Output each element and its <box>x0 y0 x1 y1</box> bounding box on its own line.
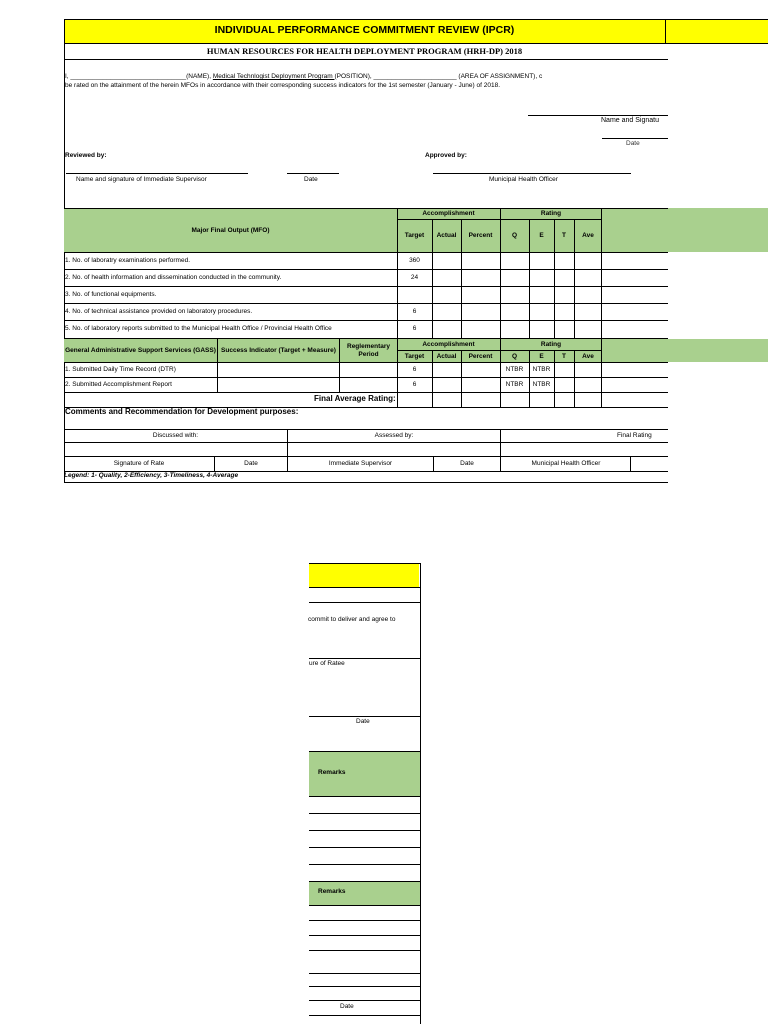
final-rating-label: Final Rating <box>617 432 652 439</box>
mfo-col-t: T <box>562 232 566 240</box>
mfo-accomplishment-header: Accomplishment <box>422 210 475 218</box>
page2-remarks-label-2: Remarks <box>318 888 346 895</box>
commitment-name-blank: I, ________________________________(NAME), <box>65 73 213 80</box>
review-date-label: Date <box>304 176 318 183</box>
gass-col-e: E <box>539 352 544 360</box>
immediate-supervisor-label: Immediate Supervisor <box>328 460 393 468</box>
mfo-row-target: 24 <box>410 274 419 282</box>
signature-rate-label: Signature of Rate <box>113 460 165 468</box>
page2-commit-text: commit to deliver and agree to <box>308 616 396 623</box>
gass-row-label: 2. Submitted Accomplishment Report <box>65 381 172 389</box>
gass-row-e: NTBR <box>532 381 551 389</box>
gass-row-q: NTBR <box>505 366 524 374</box>
approved-by-label: Approved by: <box>425 152 467 159</box>
footer-mho-label: Municipal Health Officer <box>531 460 601 468</box>
gass-header: General Administrative Support Services (GASS) <box>65 346 216 354</box>
form-title: INDIVIDUAL PERFORMANCE COMMITMENT REVIEW (IPCR) <box>214 24 515 36</box>
page2-date-label: Date <box>356 718 370 725</box>
mfo-row-target: 6 <box>412 308 417 316</box>
gass-rating-header: Rating <box>540 340 562 348</box>
gass-row-q: NTBR <box>505 381 524 389</box>
commitment-semester: be rated on the attainment of the herein MFOs in accordance with their corresponding success indicators for the 1st semester (January - June) of 2018. <box>65 82 501 89</box>
mfo-col-e: E <box>539 232 544 240</box>
mfo-rating-header: Rating <box>540 210 562 218</box>
form-subtitle: HUMAN RESOURCES FOR HEALTH DEPLOYMENT PROGRAM (HRH-DP) 2018 <box>206 46 523 56</box>
assessed-by-label: Assessed by: <box>374 432 414 440</box>
gass-row-target: 6 <box>412 366 417 374</box>
mfo-col-target: Target <box>404 232 425 240</box>
ratee-name-signature: Name and Signatu <box>601 117 659 124</box>
mho-label: Municipal Health Officer <box>489 176 558 183</box>
page2-ratee-label: ure of Ratee <box>309 660 345 667</box>
mfo-row-label: 1. No. of laboratry examinations performed. <box>65 257 191 265</box>
gass-accomplishment-header: Accomplishment <box>422 340 475 348</box>
mfo-row-target <box>397 287 432 303</box>
page2-date-label-2: Date <box>340 1003 354 1010</box>
page2-remarks-label-1: Remarks <box>318 769 346 776</box>
gass-row-label: 1. Submitted Daily Time Record (DTR) <box>65 366 176 374</box>
final-average-rating-label: Final Average Rating: <box>314 394 396 403</box>
mfo-col-actual: Actual <box>436 232 457 240</box>
mfo-col-percent: Percent <box>468 232 493 240</box>
footer-date-1: Date <box>244 460 258 468</box>
gass-row-e: NTBR <box>532 366 551 374</box>
commitment-text <box>65 73 542 80</box>
gass-col-target: Target <box>404 352 425 360</box>
commitment-area-blank: (POSITION), _______________________ (AREA OF ASSIGNMENT), c <box>334 73 543 80</box>
commitment-position: Medical Technlogist Deployment Program <box>212 73 335 80</box>
mfo-col-q: Q <box>511 232 518 240</box>
page2-title-bar <box>309 564 419 587</box>
gass-col-t: T <box>562 352 566 360</box>
gass-indicator-header: Success Indicator (Target + Measure) <box>221 346 336 354</box>
mfo-col-ave: Ave <box>582 232 594 240</box>
footer-date-2: Date <box>460 460 474 468</box>
ratee-date: Date <box>626 140 640 147</box>
gass-col-q: Q <box>511 352 518 360</box>
mfo-header: Major Final Output (MFO) <box>191 226 270 234</box>
discussed-with-label: Discussed with: <box>152 432 199 440</box>
mfo-row-label: 5. No. of laboratory reports submitted to the Municipal Health Office / Provincial Health Office <box>65 325 332 333</box>
remarks-header-bg <box>602 208 768 252</box>
mfo-row-label: 2. No. of health information and dissemination conducted in the community. <box>65 274 282 282</box>
reviewed-by-label: Reviewed by: <box>65 152 107 159</box>
mfo-row-target: 6 <box>412 325 417 333</box>
gass-col-ave: Ave <box>582 352 594 360</box>
gass-remarks-bg <box>602 339 768 362</box>
gass-row-target: 6 <box>412 381 417 389</box>
gass-col-actual: Actual <box>436 352 457 360</box>
comments-label: Comments and Recommendation for Development purposes: <box>65 407 299 416</box>
gass-col-percent: Percent <box>468 352 493 360</box>
legend: Legend: 1- Quality, 2-Efficiency, 3-Timeliness, 4-Average <box>64 472 239 479</box>
gass-period-header: Reglementary Period <box>347 343 390 358</box>
mfo-row-label: 3. No. of functional equipments. <box>65 291 157 299</box>
supervisor-signature-label: Name and signature of Immediate Supervisor <box>76 176 207 183</box>
mfo-row-label: 4. No. of technical assistance provided on laboratory procedures. <box>65 308 253 316</box>
mfo-row-target: 360 <box>409 257 420 265</box>
